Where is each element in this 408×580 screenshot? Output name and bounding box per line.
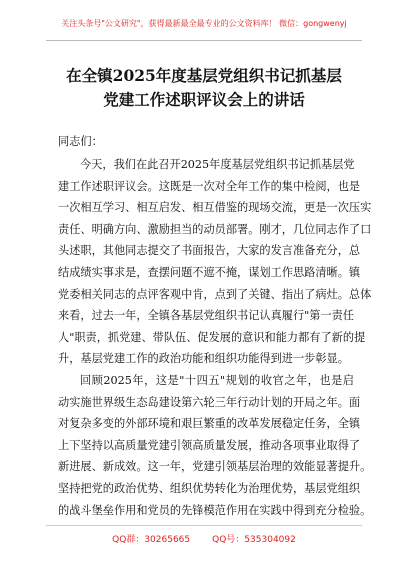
header-note: 关注头条号"公文研究"，获得最新最全最专业的公文资料库！ 微信：gongwenyj [61,19,347,28]
qq-group-text: QQ群：30265665 [112,535,191,545]
body-line: 上下坚持以高质量党建引领高质量发展，推动各项事业取得了 [58,438,361,452]
body-line: 头述职，其他同志提交了书面报告，大家的发言准备充分，总 [58,244,361,258]
body-line: 来看，过去一年，全镇各基层党组织书记认真履行"第一责任 [58,309,355,323]
body-text [58,154,372,521]
footer-contact [0,532,408,545]
body-line: 回顾2025年，这是"十四五"规划的收官之年，也是启 [80,373,354,387]
body-line: 建工作述职评议会。这既是一次对全年工作的集中检阅，也是 [58,179,361,193]
body-line: 一次相互学习、相互启发、相互借鉴的现场交流，更是一次压实 [58,201,372,215]
body-line: 人"职责，抓党建、带队伍、促发展的意识和能力都有了新的提 [58,330,366,344]
body-line: 对复杂多变的外部环境和艰巨繁重的改革发展稳定任务，全镇 [58,417,361,431]
document-title-line-1: 在全镇2025年度基层党组织书记抓基层 [66,66,342,85]
body-line: 的战斗堡垒作用和党员的先锋模范作用在实践中得到充分检验。 [58,503,372,517]
body-line: 党委相关同志的点评客观中肯，点到了关键、指出了病灶。总体 [58,287,372,301]
qq-number-text: QQ号：535304092 [212,535,296,545]
document-title-line-2: 党建工作述职评议会上的讲话 [103,90,305,109]
body-line: 结成绩实事求是，查摆问题不遮不掩，谋划工作思路清晰。镇 [58,265,361,279]
body-line: 今天，我们在此召开2025年度基层党组织书记抓基层党 [80,158,355,171]
body-line: 升，基层党建工作的政治功能和组织功能得到进一步彰显。 [58,352,349,366]
body-line: 动实施世界级生态岛建设第六轮三年行动计划的开局之年。面 [58,395,361,409]
body-line: 责任、明确方向、激励担当的动员部署。刚才，几位同志作了口 [58,222,372,236]
footer-divider [46,525,362,526]
body-line: 坚持把党的政治优势、组织优势转化为治理优势，基层党组织 [58,481,361,495]
body-line: 新进展、新成效。这一年，党建引领基层治理的效能显著提升。 [58,460,372,474]
greeting: 同志们： [58,135,103,148]
header-divider [46,40,362,41]
